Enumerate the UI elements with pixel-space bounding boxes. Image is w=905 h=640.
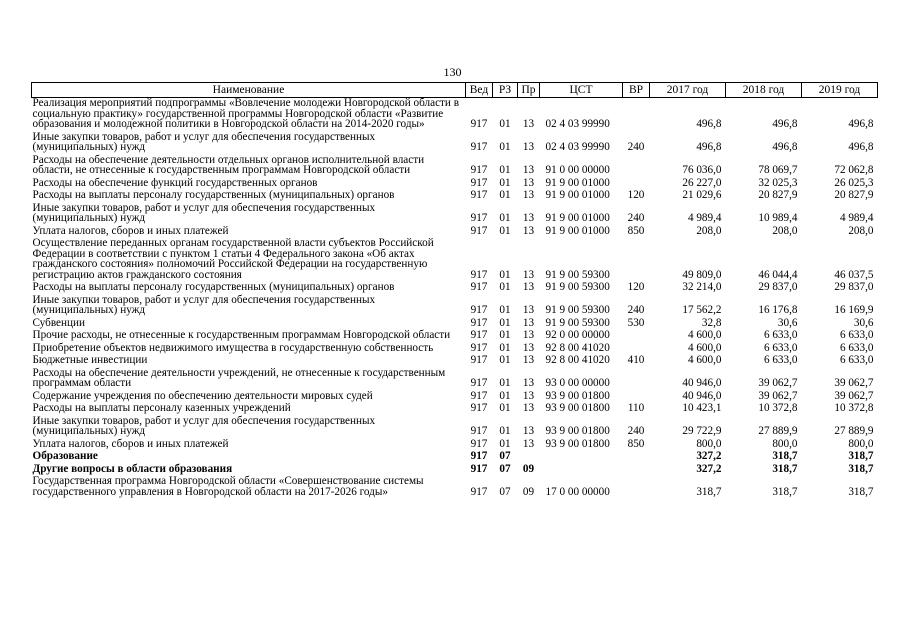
cell-cst: 91 9 00 59300 [545,281,610,293]
cell-rz: 01 [499,164,511,176]
cell-ved: 917 [470,462,488,475]
cell-y2017: 318,7 [696,485,722,498]
cell-y2017: 76 036,0 [682,164,722,176]
cell-y2018: 46 044,4 [758,268,798,281]
cell-y2018: 6 633,0 [763,341,798,354]
cell-name: Расходы на обеспечение деятельности отдельных органов исполнительной власти области, не отнесенные к государственным программам Новгородской области [32,153,425,176]
cell-y2017: 208,0 [696,224,722,237]
cell-cst: 91 9 00 59300 [545,268,610,281]
cell-rz: 01 [499,329,511,341]
cell-pr: 13 [522,304,535,316]
cell-ved: 917 [470,118,488,130]
cell-pr: 13 [522,341,535,354]
cell-cst: 17 0 00 00000 [545,485,610,498]
cell-vr: 240 [627,304,645,316]
cell-y2017: 496,8 [696,141,722,153]
cell-y2019: 318,7 [848,450,874,462]
cell-cst: 91 9 00 01000 [545,176,610,189]
cell-pr: 13 [522,189,535,201]
cell-ved: 917 [470,224,488,237]
table-row [32,295,878,318]
cell-y2017: 49 809,0 [682,268,722,281]
cell-y2018: 318,7 [772,462,798,475]
cell-ved: 917 [470,281,488,293]
table-row [32,368,878,391]
cell-pr: 13 [522,316,535,329]
cell-rz: 01 [499,118,511,130]
cell-rz: 01 [499,425,511,437]
cell-cst: 93 9 00 01800 [545,425,610,437]
cell-vr: 120 [627,281,645,293]
cell-y2018: 6 633,0 [763,329,798,341]
cell-pr: 13 [522,176,535,189]
table-row [32,403,878,416]
cell-y2019: 6 633,0 [839,329,874,341]
cell-pr [518,451,540,464]
cell-y2018: 496,8 [772,118,798,130]
cell-y2017: 4 600,0 [687,354,722,366]
cell-name: Прочие расходы, не отнесенные к государственным программам Новгородской области [32,329,451,341]
cell-y2017: 26 227,0 [682,176,722,189]
cell-y2019: 20 827,9 [834,189,874,201]
cell-name: Расходы на выплаты персоналу казенных учреждений [32,402,291,414]
cell-cst: 02 4 03 99990 [545,141,610,153]
table-header [32,83,878,98]
cell-y2018: 78 069,7 [758,164,798,176]
cell-name: Расходы на выплаты персоналу государственных (муниципальных) органов [32,281,395,293]
cell-y2018: 39 062,7 [758,389,798,402]
cell-ved: 917 [470,437,488,450]
cell-ved: 917 [470,164,488,176]
cell-ved: 917 [470,304,488,316]
cell-ved: 917 [470,450,488,462]
cell-rz: 01 [499,437,511,450]
cell-rz: 01 [499,268,511,281]
cell-vr: 110 [627,402,645,414]
cell-y2017: 800,0 [696,437,722,450]
cell-y2019: 39 062,7 [834,377,874,389]
cell-vr: 850 [627,437,645,450]
cell-vr [623,451,650,464]
cell-y2017: 40 946,0 [682,389,722,402]
cell-cst: 91 9 00 01000 [545,212,610,224]
cell-y2018: 496,8 [772,141,798,153]
cell-name: Образование [32,450,98,462]
column-header-rz: РЗ [493,83,518,98]
cell-y2017: 10 423,1 [682,402,722,414]
cell-ved: 917 [470,176,488,189]
cell-rz: 07 [499,485,511,498]
cell-name: Приобретение объектов недвижимого имущества в государственную собственность [32,341,434,354]
cell-y2018: 39 062,7 [758,377,798,389]
cell-pr: 13 [522,141,535,153]
cell-y2018: 27 889,9 [758,425,798,437]
cell-name: Осуществление переданных органам государственной власти субъектов Российской Федерации в соответствии с пунктом 1 статьи 4 Федерального закона «Об актах гражданского состояния» полномочий Российской Федерации на государственную регистрацию актов гражданского состояния [32,237,434,281]
cell-ved: 917 [470,189,488,201]
cell-y2019: 29 837,0 [834,281,874,293]
cell-rz: 01 [499,341,511,354]
cell-rz: 01 [499,224,511,237]
cell-y2018: 32 025,3 [758,176,798,189]
cell-y2019: 496,8 [848,141,874,153]
cell-vr: 850 [627,224,645,237]
cell-vr [623,98,650,132]
cell-name: Уплата налогов, сборов и иных платежей [32,437,229,450]
cell-y2018: 208,0 [772,224,798,237]
cell-cst: 91 9 00 59300 [545,316,610,329]
cell-cst: 93 9 00 01800 [545,437,610,450]
cell-y2018: 318,7 [772,485,798,498]
cell-name: Бюджетные инвестиции [32,354,148,366]
table-row [32,190,878,203]
column-header-ved: Вед [466,83,493,98]
cell-y2019: 4 989,4 [839,212,874,224]
cell-y2019: 318,7 [848,485,874,498]
cell-y2019: 72 062,8 [834,164,874,176]
cell-pr: 13 [522,118,535,130]
cell-y2017: 327,2 [696,450,722,462]
cell-y2018: 6 633,0 [763,354,798,366]
cell-vr [623,330,650,343]
cell-y2019: 39 062,7 [834,389,874,402]
cell-pr: 13 [522,224,535,237]
cell-rz: 01 [499,281,511,293]
column-header-cst: ЦСТ [540,83,623,98]
column-header-2019: 2019 год [802,83,878,98]
cell-y2019: 16 169,9 [834,304,874,316]
cell-cst: 92 8 00 41020 [545,341,610,354]
cell-y2019: 6 633,0 [839,341,874,354]
cell-ved: 917 [470,141,488,153]
cell-y2018: 16 176,8 [758,304,798,316]
cell-y2019: 800,0 [848,437,874,450]
cell-name: Иные закупки товаров, работ и услуг для обеспечения государственных (муниципальных) нужд [32,293,376,316]
cell-rz: 01 [499,141,511,153]
cell-ved: 917 [470,389,488,402]
cell-y2017: 21 029,6 [682,189,722,201]
cell-cst: 92 8 00 41020 [545,354,610,366]
cell-name: Реализация мероприятий подпрограммы «Вовлечение молодежи Новгородской области в социальную практику» государственной программы Новгородской области «Развитие образования и молодежной политики в Новгородской области на 2014-2020 годы» [32,97,459,130]
table-row [32,343,878,356]
cell-pr: 13 [522,377,535,389]
table-row [32,476,878,499]
budget-table [31,82,878,499]
cell-rz: 01 [499,389,511,402]
cell-y2018: 30,6 [777,316,798,329]
cell-rz: 01 [499,304,511,316]
cell-name: Другие вопросы в области образования [32,462,233,475]
cell-y2017: 17 562,2 [682,304,722,316]
table-row [32,330,878,343]
column-header-2018: 2018 год [726,83,802,98]
cell-y2019: 208,0 [848,224,874,237]
column-header-name: Наименование [32,83,466,98]
cell-pr: 13 [522,164,535,176]
cell-pr: 13 [522,268,535,281]
cell-rz: 01 [499,354,511,366]
cell-ved: 917 [470,377,488,389]
cell-pr: 13 [522,212,535,224]
cell-y2019: 318,7 [848,462,874,475]
cell-name: Расходы на выплаты персоналу государственных (муниципальных) органов [32,189,395,201]
cell-cst: 91 9 00 01000 [545,224,610,237]
page-number: 130 [443,65,462,79]
cell-y2018: 10 989,4 [758,212,798,224]
cell-ved: 917 [470,354,488,366]
cell-name: Иные закупки товаров, работ и услуг для обеспечения государственных (муниципальных) нужд [32,414,376,437]
table-row [32,451,878,464]
column-header-vr: ВР [623,83,650,98]
cell-cst: 91 9 00 01000 [545,189,610,201]
cell-vr [623,464,650,477]
header-row [32,83,878,98]
cell-ved: 917 [470,329,488,341]
cell-y2017: 32,8 [701,316,722,329]
cell-rz: 01 [499,189,511,201]
cell-rz: 07 [499,462,511,475]
table-row [32,416,878,439]
cell-name: Субвенции [32,316,85,329]
cell-y2019: 27 889,9 [834,425,874,437]
cell-y2018: 800,0 [772,437,798,450]
table-row [32,203,878,226]
table-row [32,282,878,295]
cell-pr: 13 [522,437,535,450]
column-header-pr: Пр [518,83,540,98]
cell-cst: 91 0 00 00000 [545,164,610,176]
cell-vr: 530 [627,316,645,329]
cell-name: Иные закупки товаров, работ и услуг для обеспечения государственных (муниципальных) нужд [32,130,376,153]
cell-name: Расходы на обеспечение функций государственных органов [32,176,318,189]
cell-name: Содержание учреждения по обеспечению деятельности мировых судей [32,389,373,402]
cell-y2019: 10 372,8 [834,402,874,414]
cell-ved: 917 [470,212,488,224]
cell-pr: 13 [522,425,535,437]
cell-vr: 410 [627,354,645,366]
cell-cst: 91 9 00 59300 [545,304,610,316]
cell-y2018: 20 827,9 [758,189,798,201]
cell-cst [540,464,623,477]
cell-cst: 02 4 03 99990 [545,118,610,130]
cell-y2019: 46 037,5 [834,268,874,281]
cell-y2019: 30,6 [853,316,874,329]
cell-vr: 240 [627,425,645,437]
cell-y2018: 10 372,8 [758,402,798,414]
cell-y2019: 496,8 [848,118,874,130]
cell-name: Уплата налогов, сборов и иных платежей [32,224,229,237]
cell-y2017: 496,8 [696,118,722,130]
cell-pr: 13 [522,402,535,414]
cell-vr [623,238,650,282]
cell-vr [623,155,650,178]
cell-y2018: 29 837,0 [758,281,798,293]
table-row [32,132,878,155]
cell-cst: 93 9 00 01800 [545,389,610,402]
table-row [32,98,878,132]
table-row [32,155,878,178]
cell-pr: 09 [522,485,535,498]
cell-ved: 917 [470,316,488,329]
cell-y2017: 4 600,0 [687,341,722,354]
cell-ved: 917 [470,485,488,498]
cell-rz: 01 [499,316,511,329]
cell-vr: 240 [627,212,645,224]
cell-pr: 13 [522,354,535,366]
cell-y2017: 4 989,4 [687,212,722,224]
cell-cst: 92 0 00 00000 [545,329,610,341]
cell-vr [623,368,650,391]
table-row [32,238,878,282]
cell-ved: 917 [470,341,488,354]
cell-y2017: 32 214,0 [682,281,722,293]
cell-rz: 01 [499,402,511,414]
cell-rz: 07 [499,450,511,462]
cell-ved: 917 [470,402,488,414]
cell-y2017: 29 722,9 [682,425,722,437]
cell-pr: 09 [522,462,535,475]
table-body [32,98,878,500]
cell-name: Расходы на обеспечение деятельности учреждений, не отнесенные к государственным программам области [32,366,446,389]
cell-y2017: 40 946,0 [682,377,722,389]
cell-y2019: 26 025,3 [834,176,874,189]
cell-rz: 01 [499,176,511,189]
table-row [32,355,878,368]
cell-name: Государственная программа Новгородской области «Совершенствование системы государственного управления в Новгородской области на 2017-2026 годы» [32,475,424,498]
cell-vr: 240 [627,141,645,153]
cell-cst: 93 0 00 00000 [545,377,610,389]
cell-pr: 13 [522,329,535,341]
cell-pr: 13 [522,281,535,293]
table-row [32,439,878,452]
cell-ved: 917 [470,425,488,437]
cell-cst [540,451,623,464]
cell-rz: 01 [499,377,511,389]
cell-y2018: 318,7 [772,450,798,462]
cell-y2019: 6 633,0 [839,354,874,366]
cell-y2017: 327,2 [696,462,722,475]
cell-name: Иные закупки товаров, работ и услуг для обеспечения государственных (муниципальных) нужд [32,201,376,224]
cell-rz: 01 [499,212,511,224]
cell-y2017: 4 600,0 [687,329,722,341]
cell-vr [623,476,650,499]
cell-pr: 13 [522,389,535,402]
cell-cst: 93 9 00 01800 [545,402,610,414]
cell-ved: 917 [470,268,488,281]
column-header-2017: 2017 год [650,83,726,98]
cell-vr: 120 [627,189,645,201]
